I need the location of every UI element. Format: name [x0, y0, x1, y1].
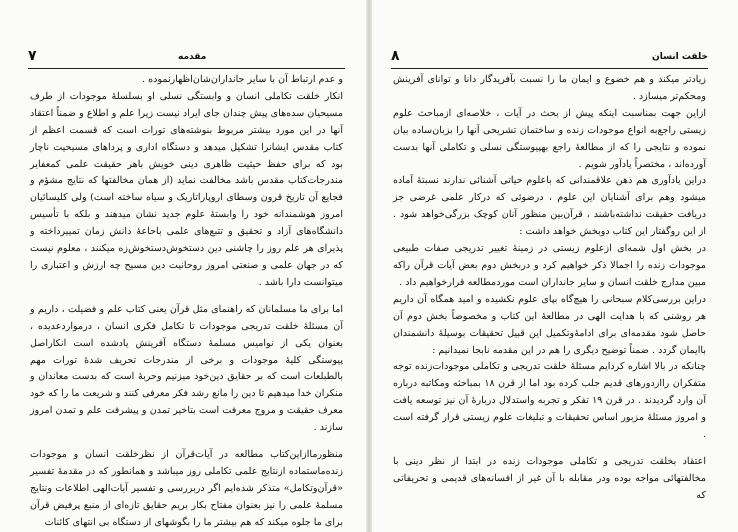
paragraph: و عدم ارتباط آن با سایر جانداران‌شان‌اظهار‌نموده . — [142, 74, 343, 85]
paragraph: اعتقاد بخلقت تدریجی و تکاملی موجودات زنده در ابتدا از نظر دینی با مخالفتهائی مواجه بوده ودر مقابله با آن غیر از افسانه‌های قدیمی و تحریفاتی که — [393, 455, 706, 501]
paragraph: زیادتر میکند و هم خضوع و ایمان ما را نسبت بآفریدگار دانا و توانای آفرینش ومحکم‌تر میسازد . — [393, 74, 706, 102]
left-page-number: ۷ — [28, 48, 37, 64]
paragraph: دراین یادآوری هم ذهن علاقمندانی که باعلوم حیاتی آشنائی ندارند نسبتهٔ آماده میشود وهم برای آشنایان این علوم ، در‌ضوئی که درکار علمی غرضی جز دریافت حقیقت نداشته‌باشند ، قرآن‌بین منظور آنان کوچک بزرگی‌خواهد شود . از این روگفتار این کتاب دوبخش خواهد داشت : — [393, 175, 706, 238]
paragraph: اما برای ما مسلمانان که راهنمای مثل قرآن یعنی کتاب علم و فضیلت ، داریم و آن مسئلهٔ خلقت تدریجی موجودات تا تکامل فکری انسان ، درمواردعدیده ، بعنوان یکی از نوامیس مسلمهٔ دستگاه آفرینش یادشده است انکاراصل پیوستگی کلیهٔ موجودات و برخی از مندرجات تحریف شدهٔ تورات مهم بالطبلعات است که بر حقایق دین‌خود میزنیم وحربهٔ است که بدست معاندان و منکران خدا میدهیم تا دین را مانع رشد فکر معرفی کنند و شریعت ما را که خود معرف حقیقت و مروج معرفت است بتاخیر تمدن و پیشرفت علم و تمدن امروز سازند . — [30, 303, 343, 434]
left-header-rule — [28, 68, 345, 69]
right-page — [369, 0, 738, 532]
paragraph: در بخش اول شمه‌ای ازعلوم زیستی در زمینهٔ تغییر تدریجی صفات طبیعی موجودات زنده را اجمالا ذکر خواهیم کرد و دربخش دوم بعض آیات قرآن راکه مبین مدارج خلقت انسان و سایر جانداران است موردمطالعه قرارخواهیم داد . — [393, 243, 706, 288]
right-page-header — [391, 48, 708, 66]
right-page-body — [393, 72, 706, 505]
paragraph: ازاین جهت بمناسبت اینکه پیش از بحث در آیات ، خلاصه‌ای ازمباحث علوم زیستی راجع‌به انواع موجودات زنده و ساختمان تشریحی آنها را بزبان‌ساده بیان نموده و نتایجی را که از مطالعهٔ راجع بهپیوستگی نسلی و تکاملی آنها بدست آورده‌اند ، مختصراً یادآور شویم . — [393, 107, 706, 170]
left-page-header — [28, 48, 345, 66]
paragraph: انکار خلقت تکاملی انسان و وابستگی نسلی او بسلسلهٔ موجودات از طرف مسیحیان سده‌های پیش چندان جای ایراد نیست زیرا علم و اطلاع و ضمناً اعتقاد آنها در این مورد بیشتر مربوط بنوشته‌های تورات است که قسمت اعظم از کتاب مقدس ایشانرا تشکیل میدهد و دستگاه اداری و پرداهای مسیحیت ناچار بود که برای حفظ حیثیت ظاهری دینی خویش باهر حقیقت علمی کمعفایر مندرجات‌کتاب مقدس باشد مخالفت نماید (از همان مخالفتها که نتایج مشؤم و فجایع آن تاریخ قرون وسطای اروپارا‌تاریک و سیاه ساخته است) ولی کلیسائیان امروز هوشمندانه خود را وابستهٔ علوم جدید نشان میدهند و بلکه با تأسیس دانشگاه‌های آزاد و تحقیق و تتبع‌های علمی باحاعهٔ دانش زمان تمییر‌داخته و پذیرای هر علم روز را چاشنی دین دستخوش‌دستخوش‌زه میکنند ، معلوم نیست که در جهان علمی و صنعتی امروز روحانیت دین مسیح چه ارزش و اعتباری را میتوانست دارا باشد . — [30, 90, 343, 288]
right-page-number: ۸ — [391, 48, 400, 64]
left-running-title: مقدمه — [178, 52, 207, 62]
paragraph: چنانکه در بالا اشاره کردایم مسئلهٔ خلقت تدریجی و تکاملی موجودات‌زنده توجه متفکران را‌ازدورهای قدیم جلب کرده بود اما از قرن ۱۸ بمباحثه ومکاتبه درباره آن وارد گردیدند . در قرن ۱۹ تفکر و تجربه واستدلال دربارهٔ آن نیز توسعه یافت و امروز مسئلهٔ مزبور اساس تحقیقات و تبلیغات علوم زیستی قرار گرفته است . — [393, 361, 707, 441]
right-header-rule — [391, 68, 708, 69]
paragraph: دراین بررسی‌کلام سبحانی را هیچ‌گاه بپای علوم نکشیده و امید همگاه آن داریم هر روشنی که با هدایت الهی در مطالعهٔ این کتاب و مخصوصاً بخش دوم آن حاصل شود مقدمه‌ای برای ادامهٔ‌وتکمیل این قبیل تحقیقات بوسیلهٔ دانشمندان باایمان گردد . ضمناً توضیح دیگری را هم در این مقدمه نابجا نمیدانیم : — [393, 293, 706, 356]
right-running-title: خلقت انسان — [652, 52, 708, 62]
left-page-body — [30, 72, 343, 532]
paragraph: منظور‌ما‌از‌این‌کتاب مطالعه در آیات‌قرآن از نظرخلقت انسان و موجودات زنده‌ماستماده ازنتایج علمی تکاملی روز میباشد و همانطور که در مقدمهٔ تفسیر «قرآن‌وتکامل» متذکر شده‌ایم اگر دربررسی و تفسیر آیات‌الهی اطلاعات ونتایج مسلمهٔ علمی را نیز بعنوان مفتاح بکار بریم حقایق تازه‌ای از منبع پرفیض قرآن برای ما جلوه میکند که هم بیشتر ما را بگوشهای از دستگاه بی انتهای کائنات — [30, 449, 343, 528]
